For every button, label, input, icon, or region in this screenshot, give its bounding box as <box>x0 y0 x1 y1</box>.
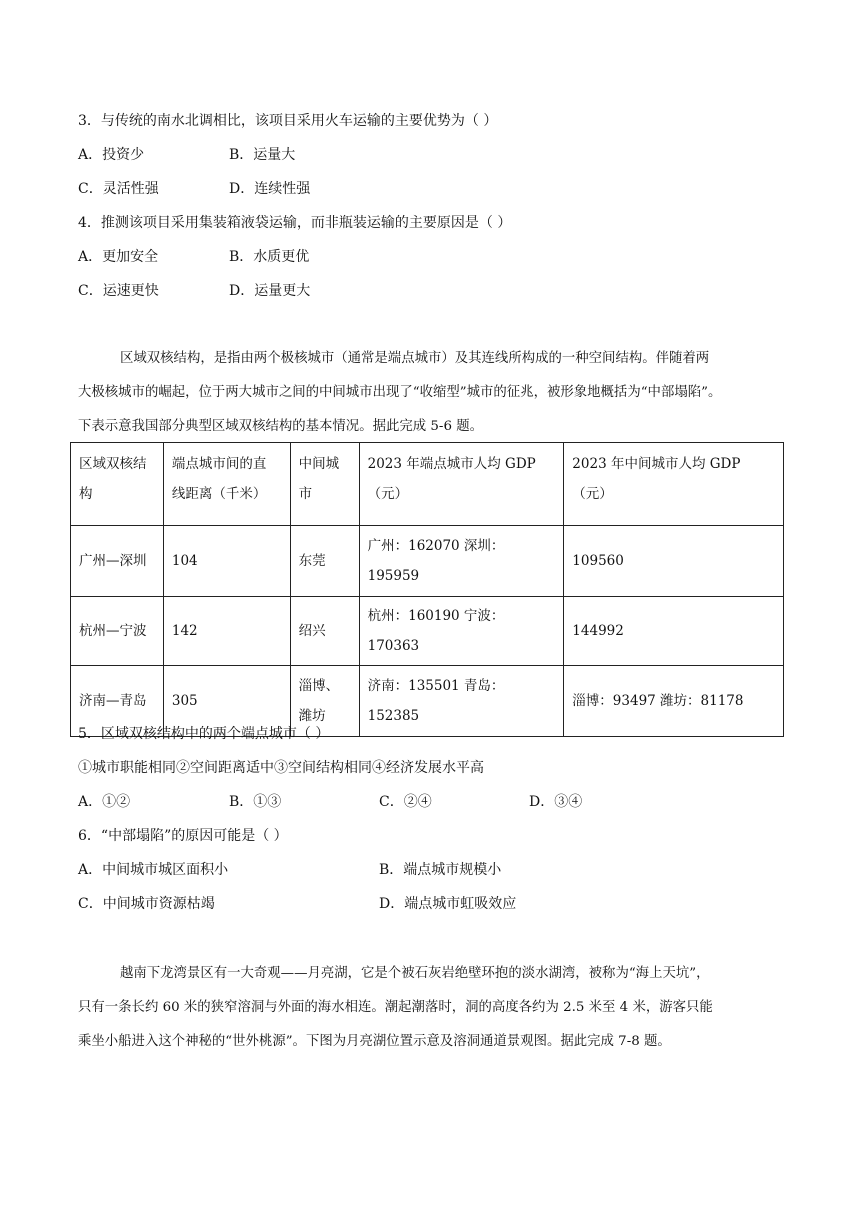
q3-option-d: D．连续性强 <box>229 181 311 197</box>
header-line: 线距离（千米） <box>171 486 267 502</box>
endpoint-gdp-cell: 杭州：160190 宁波：170363 <box>359 597 564 666</box>
distance-cell: 142 <box>163 597 290 666</box>
q5-option-a: A．①② <box>78 794 131 810</box>
region-cell: 杭州—宁波 <box>71 597 164 666</box>
q4-stem: 4．推测该项目采用集装箱液袋运输，而非瓶装运输的主要原因是（ ） <box>78 215 512 231</box>
region-cell: 济南—青岛 <box>71 666 164 737</box>
table-header-row <box>71 443 784 526</box>
passage-double-core <box>78 342 784 444</box>
header-line: 中间城 <box>298 456 340 472</box>
header-line: （元） <box>572 486 613 502</box>
q5-option-c: C．②④ <box>379 794 432 810</box>
endpoint-gdp-cell: 广州：162070 深圳：195959 <box>359 526 564 597</box>
header-line: 区域双核结 <box>79 456 147 472</box>
middle-gdp-cell: 109560 <box>564 526 784 597</box>
passage-moon-lake <box>78 957 784 1059</box>
distance-cell: 305 <box>163 666 290 737</box>
middle-city-line: 绍兴 <box>298 623 326 639</box>
q5-statements: ①城市职能相同②空间距离适中③空间结构相同④经济发展水平高 <box>78 760 484 776</box>
table-header-cell <box>564 443 784 526</box>
table-row <box>71 597 784 666</box>
q4-option-c: C．运速更快 <box>78 283 159 299</box>
q4-option-d: D．运量更大 <box>229 283 311 299</box>
middle-city-cell <box>290 597 359 666</box>
middle-gdp-cell: 144992 <box>564 597 784 666</box>
header-line: 构 <box>79 486 93 502</box>
middle-city-line: 潍坊 <box>298 708 326 724</box>
q6-option-b: B．端点城市规模小 <box>379 862 502 878</box>
q3-stem: 3．与传统的南水北调相比，该项目采用火车运输的主要优势为（ ） <box>78 113 498 129</box>
region-cell: 广州—深圳 <box>71 526 164 597</box>
header-line: 2023 年端点城市人均 GDP <box>367 456 536 472</box>
middle-city-cell <box>290 526 359 597</box>
q3-option-a: A．投资少 <box>78 147 145 163</box>
passage-line: 下表示意我国部分典型区域双核结构的基本情况。据此完成 5-6 题。 <box>78 419 484 434</box>
q6-stem: 6．“中部塌陷”的原因可能是（ ） <box>78 828 288 844</box>
distance-cell: 104 <box>163 526 290 597</box>
double-core-table <box>70 442 784 737</box>
middle-city-line: 淄博、 <box>298 678 340 694</box>
table-header-cell <box>163 443 290 526</box>
passage-line: 大极核城市的崛起，位于两大城市之间的中间城市出现了“收缩型”城市的征兆，被形象地概括为“中部塌陷”。 <box>78 385 722 400</box>
table-header-cell <box>71 443 164 526</box>
q5-option-d: D．③④ <box>529 794 583 810</box>
endpoint-gdp-cell: 济南：135501 青岛：152385 <box>359 666 564 737</box>
q5-stem: 5．区域双核结构中的两个端点城市（ ） <box>78 726 330 742</box>
table-header-cell <box>359 443 564 526</box>
table-header-cell <box>290 443 359 526</box>
header-line: 端点城市间的直 <box>171 456 267 472</box>
header-line: 市 <box>298 486 313 502</box>
q3-option-b: B．运量大 <box>229 147 296 163</box>
table-row <box>71 526 784 597</box>
passage-line: 越南下龙湾景区有一大奇观——月亮湖，它是个被石灰岩绝壁环抱的淡水湖湾，被称为“海上天坑”， <box>120 966 710 981</box>
q5-option-b: B．①③ <box>229 794 282 810</box>
passage-line: 乘坐小船进入这个神秘的“世外桃源”。下图为月亮湖位置示意及溶洞通道景观图。据此完成 7-8 题。 <box>78 1034 671 1049</box>
passage-line: 区域双核结构，是指由两个极核城市（通常是端点城市）及其连线所构成的一种空间结构。伴随着两 <box>120 351 710 366</box>
q4-option-b: B．水质更优 <box>229 249 310 265</box>
passage-line: 只有一条长约 60 米的狭窄溶洞与外面的海水相连。潮起潮落时，洞的高度各约为 2.5 米至 4 米，游客只能 <box>78 1000 713 1015</box>
middle-city-line: 东莞 <box>298 553 326 569</box>
q6-option-a: A．中间城市城区面积小 <box>78 862 229 878</box>
q6-option-d: D．端点城市虹吸效应 <box>379 896 517 912</box>
q3-option-c: C．灵活性强 <box>78 181 159 197</box>
q4-option-a: A．更加安全 <box>78 249 159 265</box>
q6-option-c: C．中间城市资源枯竭 <box>78 896 215 912</box>
header-line: 2023 年中间城市人均 GDP <box>572 456 741 472</box>
middle-gdp-cell: 淄博：93497 潍坊：81178 <box>564 666 784 737</box>
header-line: （元） <box>367 486 409 502</box>
